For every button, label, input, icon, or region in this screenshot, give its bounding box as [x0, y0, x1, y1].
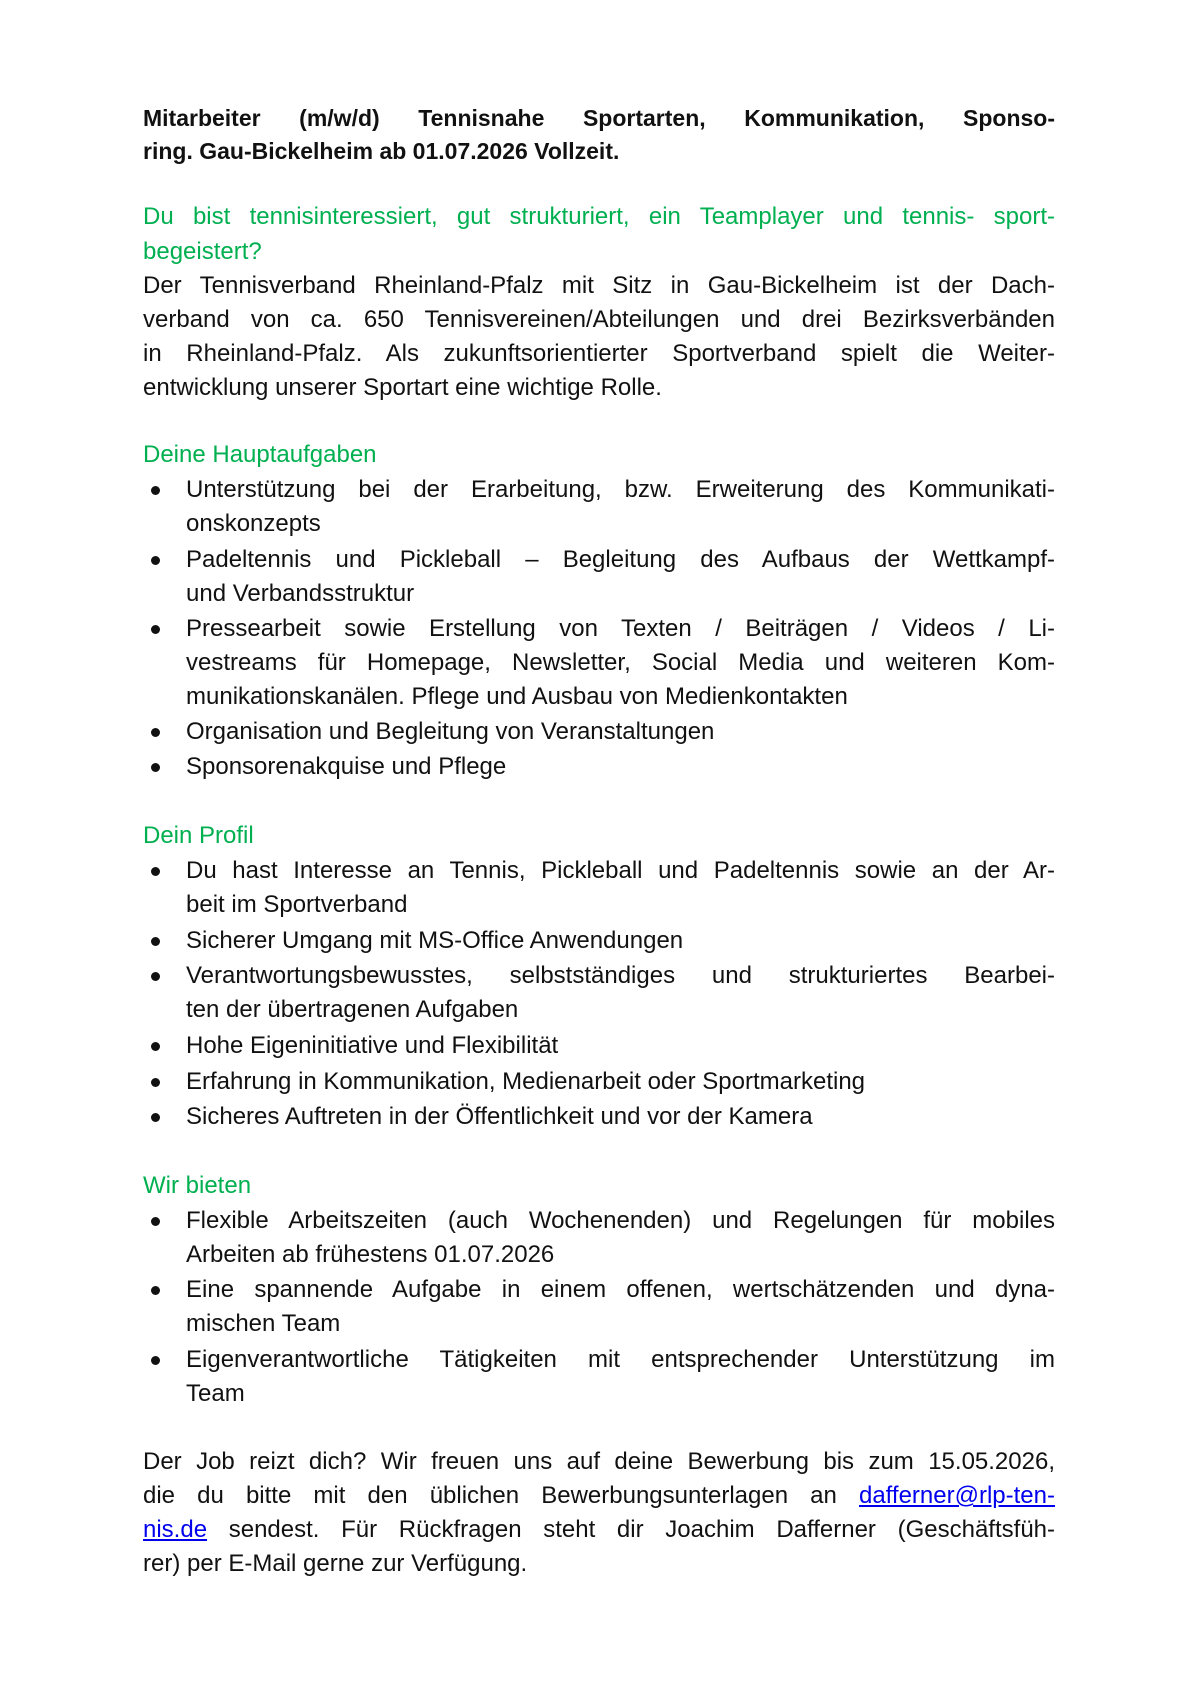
list-item-line: Verantwortungsbewusstes, selbstständiges und strukturiertes Bearbei-: [186, 962, 1055, 989]
list-item-line: onskonzepts: [186, 510, 321, 537]
closing-line-3-text: sendest. Für Rückfragen steht dir Joachim Dafferner (Geschäftsfüh-: [207, 1516, 1055, 1543]
intro-body-line: in Rheinland-Pfalz. Als zukunftsorientierter Sportverband spielt die Weiter-: [143, 340, 1055, 367]
list-item-line: ten der übertragenen Aufgaben: [186, 996, 519, 1023]
list-item-line: munikationskanälen. Pflege und Ausbau von Medienkontakten: [186, 683, 848, 710]
section-heading-profil: Dein Profil: [143, 822, 254, 849]
list-item-line: Eigenverantwortliche Tätigkeiten mit entsprechender Unterstützung im: [186, 1346, 1055, 1373]
list-item-line: und Verbandsstruktur: [186, 580, 415, 607]
list-item-line: mischen Team: [186, 1310, 341, 1337]
closing-line-4: rer) per E-Mail gerne zur Verfügung.: [143, 1550, 528, 1577]
list-item-line: Erfahrung in Kommunikation, Medienarbeit oder Sportmarketing: [186, 1068, 866, 1095]
list-item-line: Flexible Arbeitszeiten (auch Wochenenden) und Regelungen für mobiles: [186, 1207, 1055, 1234]
bullet-icon: [151, 1042, 160, 1051]
email-link-continued[interactable]: nis.de: [143, 1516, 208, 1543]
list-item-line: Sponsorenakquise und Pflege: [186, 753, 507, 780]
bullet-icon: [151, 1217, 160, 1226]
list-item-line: Team: [186, 1380, 245, 1407]
bullet-icon: [151, 625, 160, 634]
bullet-icon: [151, 1356, 160, 1365]
bullet-icon: [151, 1078, 160, 1087]
intro-body-line: Der Tennisverband Rheinland-Pfalz mit Sitz in Gau-Bickelheim ist der Dach-: [143, 272, 1055, 299]
list-item-line: Unterstützung bei der Erarbeitung, bzw. Erweiterung des Kommunikati-: [186, 476, 1055, 503]
bullet-icon: [151, 1113, 160, 1122]
intro-body-line: entwicklung unserer Sportart eine wichtige Rolle.: [143, 374, 662, 401]
list-item-line: Organisation und Begleitung von Veranstaltungen: [186, 718, 715, 745]
bullet-icon: [151, 937, 160, 946]
list-item-line: Eine spannende Aufgabe in einem offenen, wertschätzenden und dyna-: [186, 1276, 1055, 1303]
closing-line-2: [143, 1481, 1055, 1511]
section-heading-wir-bieten: Wir bieten: [143, 1172, 252, 1199]
closing-line-3: [143, 1515, 1055, 1545]
bullet-icon: [151, 867, 160, 876]
bullet-icon: [151, 486, 160, 495]
bullet-icon: [151, 972, 160, 981]
list-item-line: Pressearbeit sowie Erstellung von Texten / Beiträgen / Videos / Li-: [186, 615, 1055, 642]
list-item-line: Du hast Interesse an Tennis, Pickleball und Padeltennis sowie an der Ar-: [186, 857, 1055, 884]
section-heading-hauptaufgaben: Deine Hauptaufgaben: [143, 441, 377, 468]
bullet-icon: [151, 763, 160, 772]
intro-question-line-2: begeistert?: [143, 238, 262, 265]
list-item-line: Sicherer Umgang mit MS-Office Anwendungen: [186, 927, 684, 954]
list-item-line: Sicheres Auftreten in der Öffentlichkeit und vor der Kamera: [186, 1103, 813, 1130]
closing-line-1: Der Job reizt dich? Wir freuen uns auf deine Bewerbung bis zum 15.05.2026,: [143, 1448, 1055, 1475]
intro-body-line: verband von ca. 650 Tennisvereinen/Abteilungen und drei Bezirksverbänden: [143, 306, 1055, 333]
closing-line-2-text: die du bitte mit den üblichen Bewerbungsunterlagen an: [143, 1482, 859, 1509]
intro-question-line-1: Du bist tennisinteressiert, gut strukturiert, ein Teamplayer und tennis- sport-: [143, 203, 1055, 230]
bullet-icon: [151, 728, 160, 737]
list-item-line: Arbeiten ab frühestens 01.07.2026: [186, 1241, 555, 1268]
list-item-line: Hohe Eigeninitiative und Flexibilität: [186, 1032, 559, 1059]
job-title-line-1: Mitarbeiter (m/w/d) Tennisnahe Sportarten, Kommunikation, Sponso-: [143, 105, 1055, 131]
email-link[interactable]: dafferner@rlp-ten-: [858, 1482, 1055, 1509]
job-title-line-2: ring. Gau-Bickelheim ab 01.07.2026 Vollzeit.: [143, 138, 620, 164]
bullet-icon: [151, 1286, 160, 1295]
list-item-line: vestreams für Homepage, Newsletter, Social Media und weiteren Kom-: [186, 649, 1055, 676]
list-item-line: Padeltennis und Pickleball – Begleitung des Aufbaus der Wettkampf-: [186, 546, 1055, 573]
list-item-line: beit im Sportverband: [186, 891, 408, 918]
bullet-icon: [151, 556, 160, 565]
